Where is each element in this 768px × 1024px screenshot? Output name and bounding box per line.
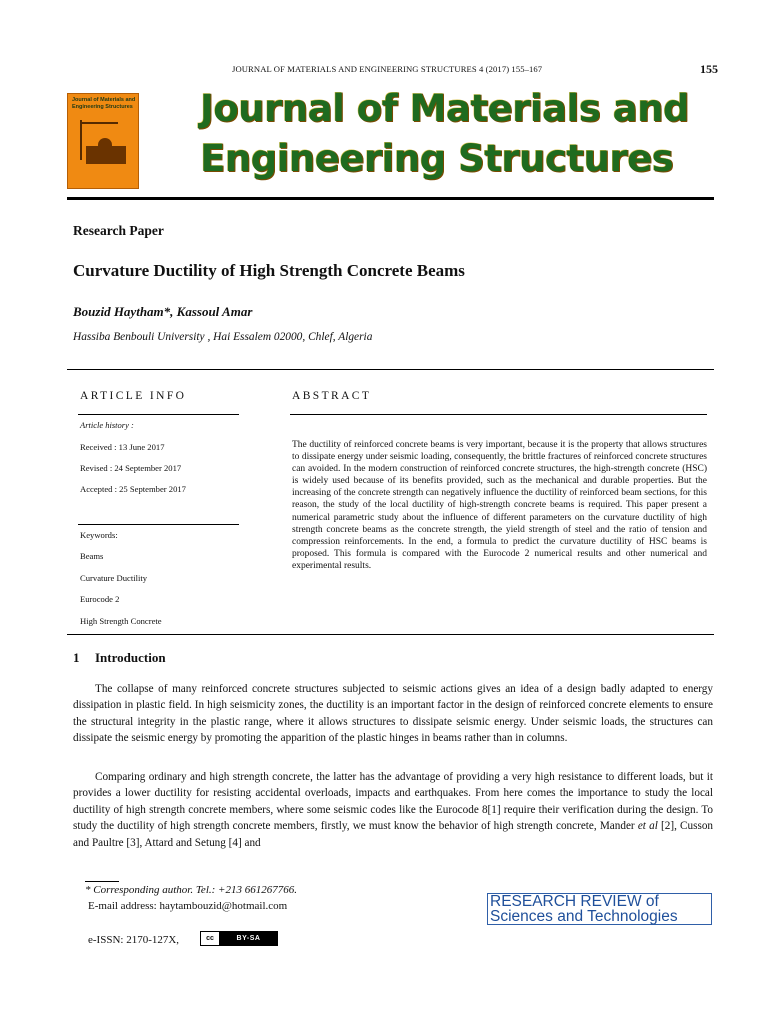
section-heading-introduction — [73, 650, 166, 666]
page-number: 155 — [700, 62, 718, 76]
authors: Bouzid Haytham*, Kassoul Amar — [73, 304, 253, 319]
license-label: BY-SA — [220, 932, 277, 945]
revised-date: Revised : 24 September 2017 — [80, 463, 182, 473]
cc-icon: cc — [201, 932, 220, 945]
abstract-rule — [290, 414, 707, 415]
meta-divider — [67, 369, 714, 370]
journal-title-line1: Journal of Materials and — [200, 87, 689, 130]
abstract-text: The ductility of reinforced concrete beams is very important, because it is the property that allows structures to dissipate energy under seismic loading, consequently, the brittle fractures of reinforced concrete structures can avoided. In the modern construction of reinforced concrete structures, the high-strength concrete (HSC) is widely used because of its benefits provided, such as the mechanical and durable properties. But the increasing of the concrete strength can negatively influence the ductility of reinforced beam sections, for this reason, the study of the local ductility of high-strength concrete beams is required. This paper present a numerical parametric study about the influence of different parameters on the curvature ductility of high strength concrete beams as the concrete strength, the yield strength of steel and the ratio of tension and compression reinforcements. In the end, a formula to predict the curvature ductility of HSC beams is proposed. This formula is compared with the Eurocode 2 numerical results and other numerical and experimental results. — [292, 440, 707, 571]
keyword: High Strength Concrete — [80, 616, 162, 626]
keywords-label: Keywords: — [80, 530, 118, 540]
cc-by-sa-license-badge[interactable] — [200, 931, 278, 946]
intro-paragraph-2 — [73, 769, 713, 851]
section-number: 1 — [73, 650, 80, 665]
intro-paragraph-2-text-b: [2], Cusson and Paultre [3], Attard and Setung [4] and — [73, 820, 714, 849]
crane-mast-shape — [80, 120, 82, 160]
received-date: Received : 13 June 2017 — [80, 442, 165, 452]
intro-paragraph-1: The collapse of many reinforced concrete structures subjected to seismic actions gives an idea of a design badly adapted to energy dissipation in plastic field. In high seismicity zones, the ductility is an important factor in the design of reinforced concrete elements to ensure the structural integrity in the plastic range, where it allows structures to dissipate seismic energy. Under seismic loads, the structures can dissipate the seismic energy by promoting the apparition of the plastic hinges in beams rather than in columns. — [73, 683, 713, 745]
crane-jib-shape — [80, 122, 118, 124]
paper-title: Curvature Ductility of High Strength Concrete Beams — [73, 261, 465, 280]
keywords-rule — [78, 524, 239, 525]
header-divider — [67, 197, 714, 200]
article-info-heading: ARTICLE INFO — [80, 390, 187, 402]
running-head: JOURNAL OF MATERIALS AND ENGINEERING STRUCTURES 4 (2017) 155–167 — [232, 64, 543, 74]
affiliation: Hassiba Benbouli University , Hai Essalem 02000, Chlef, Algeria — [73, 331, 373, 343]
abstract-heading: ABSTRACT — [292, 390, 372, 402]
journal-title-logo — [200, 84, 720, 184]
paper-type: Research Paper — [73, 223, 164, 238]
cover-title: Journal of Materials and Engineering Structures — [72, 97, 136, 110]
article-info-rule — [78, 414, 239, 415]
footnote-rule — [85, 881, 119, 882]
abstract-bottom-divider — [67, 634, 714, 635]
keyword: Eurocode 2 — [80, 594, 120, 604]
building-shape — [86, 146, 126, 164]
article-history-label: Article history : — [80, 420, 134, 430]
keyword: Curvature Ductility — [80, 573, 148, 583]
intro-paragraph-2-text-a: Comparing ordinary and high strength concrete, the latter has the advantage of providing a very high resistance to different loads, but it provides a lower ductility for resisting accidental overloads, impacts and earthquakes. From here comes the importance to study the local ductility of high strength concrete members, where some seismic codes like the Eurocode 8[1] require their verification during the design. To study the ductility of high strength concrete members, firstly, we must know the behavior of high strength concrete, Mander — [73, 771, 713, 833]
rrst-line2: Sciences and Technologies — [490, 908, 678, 925]
journal-cover-image — [67, 93, 139, 189]
eissn: e-ISSN: 2170-127X, — [88, 934, 180, 946]
intro-paragraph-2-etal: et al — [637, 820, 658, 833]
keyword: Beams — [80, 551, 104, 561]
email-address: E-mail address: haytambouzid@hotmail.com — [88, 900, 288, 912]
rrst-publisher-logo — [487, 893, 712, 925]
accepted-date: Accepted : 25 September 2017 — [80, 484, 186, 494]
section-title: Introduction — [95, 650, 166, 665]
journal-title-line2: Engineering Structures — [200, 137, 674, 180]
rrst-line1: RESEARCH REVIEW of — [490, 893, 659, 910]
corresponding-author-note: * Corresponding author. Tel.: +213 661267766. — [85, 884, 297, 896]
